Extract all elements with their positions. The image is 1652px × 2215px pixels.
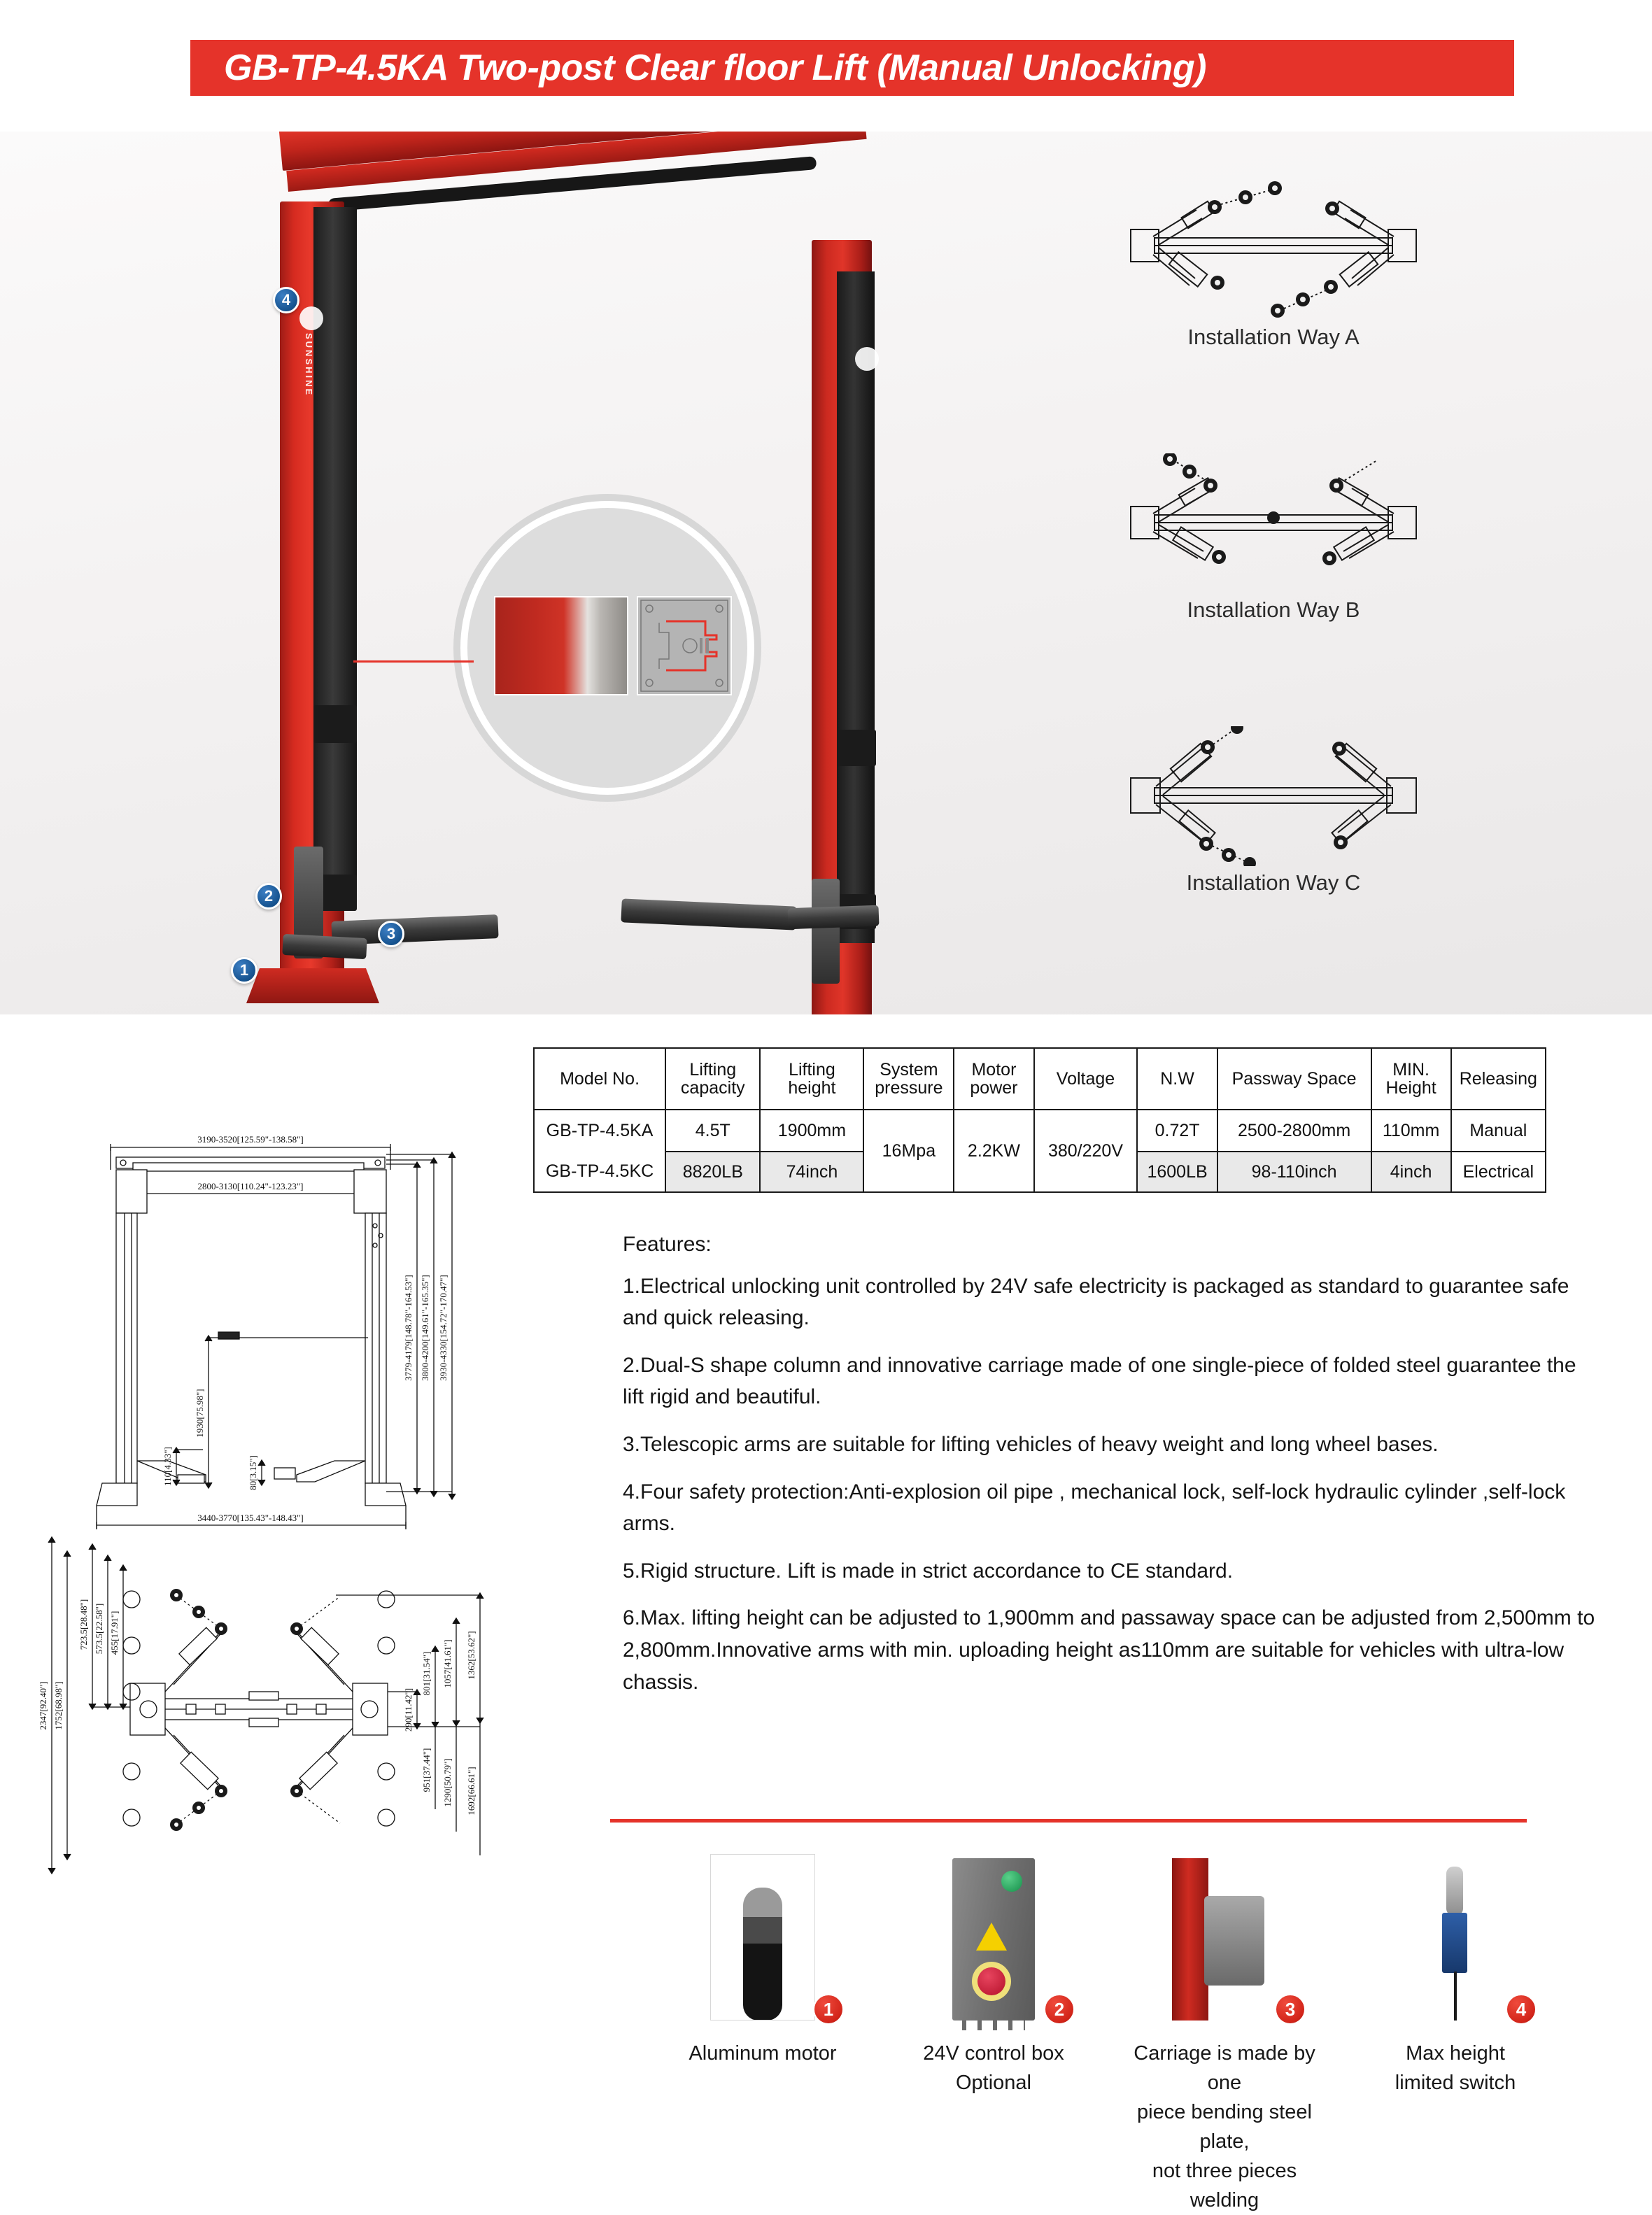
dim-overall-h3: 3930-4330[154.72"-170.47"] xyxy=(438,1275,449,1381)
cell-passway-ka: 2500-2800mm xyxy=(1217,1110,1371,1152)
detail-leader-line xyxy=(353,660,474,663)
cell-motor-power: 2.2KW xyxy=(954,1110,1033,1192)
dim-min-height: 110[4.33"] xyxy=(162,1447,173,1486)
cell-capacity-kc: 8820LB xyxy=(665,1152,760,1192)
cell-releasing-kc: Electrical xyxy=(1451,1152,1546,1192)
callout-4: 4 xyxy=(273,287,299,313)
th-motor-power: Motor power xyxy=(954,1048,1033,1110)
callout-2: 2 xyxy=(255,883,282,910)
limit-switch-icon xyxy=(1431,1861,1480,2021)
carriage-right xyxy=(812,879,840,984)
column-cross-section-drawing xyxy=(637,596,732,695)
installation-way-b-label: Installation Way B xyxy=(1187,597,1360,622)
lift-arm-left-rear xyxy=(282,934,367,959)
installation-way-a-label: Installation Way A xyxy=(1187,325,1360,349)
th-voltage: Voltage xyxy=(1034,1048,1138,1110)
feature-item-1: 1.Electrical unlocking unit controlled by 24V safe electricity is packaged as standard to guarantee safe and quick releasing. xyxy=(623,1274,1569,1330)
bottom-caption-1: Aluminum motor xyxy=(689,2042,837,2065)
bottom-badge-1: 1 xyxy=(813,1994,844,2025)
dim-plan-left-5: 1752[68.98"] xyxy=(53,1681,64,1730)
th-min-height: MIN. Height xyxy=(1371,1048,1451,1110)
installation-way-a xyxy=(1092,181,1455,350)
th-model: Model No. xyxy=(534,1048,665,1110)
bottom-caption-3: Carriage is made by one piece bending steel plate, not three pieces welding xyxy=(1134,2042,1315,2212)
th-lifting-height: Lifting height xyxy=(760,1048,863,1110)
feature-item-2: 2.Dual-S shape column and innovative carriage made of one single-piece of folded steel guarantee the lift rigid and beautiful. xyxy=(623,1353,1576,1409)
sunshine-logo-right xyxy=(855,347,879,371)
dim-top-width: 3190-3520[125.59"-138.58"] xyxy=(197,1134,304,1145)
lift-column-left-inner xyxy=(313,207,357,879)
callout-1: 1 xyxy=(231,957,257,984)
th-passway-space: Passway Space xyxy=(1217,1048,1371,1110)
bottom-badge-2: 2 xyxy=(1044,1994,1075,2025)
cell-releasing-ka: Manual xyxy=(1451,1110,1546,1152)
installation-way-b xyxy=(1092,453,1455,623)
cell-model-ka: GB-TP-4.5KA xyxy=(534,1110,665,1152)
rotary-switch-icon xyxy=(972,1962,1011,2001)
dim-plan-right-1057: 1057[41.61"] xyxy=(442,1639,453,1688)
bottom-caption-4: Max height limited switch xyxy=(1395,2042,1516,2095)
features-title: Features: xyxy=(623,1233,712,1256)
dim-plan-right-1290: 1290[50.79"] xyxy=(442,1758,453,1807)
carriage-photo xyxy=(1120,1847,1329,2021)
feature-item-3: 3.Telescopic arms are suitable for lifting vehicles of heavy weight and long wheel bases. xyxy=(623,1432,1439,1456)
dim-pad-height: 80[3.15"] xyxy=(248,1455,258,1490)
green-indicator-icon xyxy=(1001,1871,1022,1892)
bottom-feature-items xyxy=(658,1847,1560,2215)
cell-nw-kc: 1600LB xyxy=(1137,1152,1217,1192)
dim-plan-right-1362: 1362[53.62"] xyxy=(466,1631,476,1680)
column-pad-r-1 xyxy=(837,730,876,766)
dim-plan-right-801: 801[31.54"] xyxy=(421,1651,432,1696)
dim-plan-right-290: 290[11.42"] xyxy=(403,1687,414,1732)
feature-item-6: 6.Max. lifting height can be adjusted to 1,900mm and passaway space can be adjusted from 2,500mm to 2,800mm.Innovative arms with min. uploading height as110mm are suitable for vehicles with ultra-low chassis. xyxy=(623,1606,1595,1694)
technical-drawings xyxy=(28,1105,532,1917)
cell-model-kc: GB-TP-4.5KC xyxy=(534,1152,665,1192)
installation-way-a-diagram xyxy=(1113,181,1434,320)
dim-overall-h1: 3779-4179[148.78"-164.53"] xyxy=(403,1275,414,1381)
specification-table xyxy=(533,1047,1546,1193)
bottom-item-limit-switch xyxy=(1350,1847,1560,2097)
dim-plan-right-951: 951[37.44"] xyxy=(421,1748,432,1792)
carriage-icon xyxy=(1172,1858,1277,2021)
cell-passway-kc: 98-110inch xyxy=(1217,1152,1371,1192)
dim-plan-left-1: 723.5[28.48"] xyxy=(78,1599,89,1650)
aluminum-motor-photo xyxy=(658,1847,868,2021)
th-system-pressure: System pressure xyxy=(863,1048,954,1110)
lift-arm-right-rear xyxy=(788,905,880,930)
sunshine-logo-left xyxy=(299,306,323,330)
hero-section xyxy=(0,132,1652,1014)
dim-plan-left-4: 2347[92.40"] xyxy=(38,1681,48,1730)
feature-item-5: 5.Rigid structure. Lift is made in strict accordance to CE standard. xyxy=(623,1559,1234,1583)
cell-height-ka: 1900mm xyxy=(760,1110,863,1152)
table-row xyxy=(534,1110,1546,1152)
bottom-item-carriage xyxy=(1120,1847,1329,2215)
dim-lift-height: 1930[75.98"] xyxy=(195,1389,205,1438)
cross-section-svg xyxy=(638,597,730,694)
dim-plan-left-2: 573.5[22.58"] xyxy=(94,1603,104,1655)
brand-label-left: SUNSHINE xyxy=(304,333,314,397)
base-plate-left xyxy=(246,968,379,1003)
high-voltage-warning-icon xyxy=(976,1923,1007,1951)
page-title: GB-TP-4.5KA Two-post Clear floor Lift (Manual Unlocking) xyxy=(224,48,1206,88)
drawing-svg xyxy=(28,1105,532,1917)
cell-height-kc: 74inch xyxy=(760,1152,863,1192)
bottom-caption-2: 24V control box Optional xyxy=(923,2042,1064,2095)
dim-base-width: 3440-3770[135.43"-148.43"] xyxy=(197,1513,304,1523)
header-band xyxy=(190,40,1514,96)
dim-overall-h2: 3800-4200[149.61"-165.35"] xyxy=(420,1275,430,1381)
bottom-badge-3: 3 xyxy=(1275,1994,1306,2025)
th-releasing: Releasing xyxy=(1451,1048,1546,1110)
bottom-divider xyxy=(610,1819,1527,1823)
dim-plan-right-1692: 1692[66.61"] xyxy=(466,1767,476,1816)
dim-inner-width: 2800-3130[110.24"-123.23"] xyxy=(197,1181,304,1191)
installation-way-c-label: Installation Way C xyxy=(1186,870,1361,895)
cell-nw-ka: 0.72T xyxy=(1137,1110,1217,1152)
cell-capacity-ka: 4.5T xyxy=(665,1110,760,1152)
lift-arm-right xyxy=(621,898,796,930)
bottom-item-control-box xyxy=(889,1847,1099,2097)
callout-3: 3 xyxy=(378,921,404,947)
bottom-item-aluminum-motor xyxy=(658,1847,868,2068)
th-lifting-capacity: Lifting capacity xyxy=(665,1048,760,1110)
bottom-badge-4: 4 xyxy=(1506,1994,1537,2025)
column-pad-l-1 xyxy=(313,705,357,743)
cell-system-pressure: 16Mpa xyxy=(863,1110,954,1192)
installation-way-c xyxy=(1092,726,1455,896)
cell-voltage: 380/220V xyxy=(1034,1110,1138,1192)
table-header-row xyxy=(534,1048,1546,1110)
cell-minheight-ka: 110mm xyxy=(1371,1110,1451,1152)
terminal-pins xyxy=(962,2021,1025,2030)
cell-minheight-kc: 4inch xyxy=(1371,1152,1451,1192)
th-nw: N.W xyxy=(1137,1048,1217,1110)
limit-switch-photo xyxy=(1350,1847,1560,2021)
dim-plan-left-3: 455[17.91"] xyxy=(109,1611,120,1655)
control-box-photo xyxy=(889,1847,1099,2021)
installation-way-b-diagram xyxy=(1113,453,1434,593)
control-box-icon xyxy=(952,1858,1035,2021)
column-cross-section-photo xyxy=(494,596,628,695)
feature-item-4: 4.Four safety protection:Anti-explosion oil pipe , mechanical lock, self-lock hydraulic cylinder ,self-lock arms. xyxy=(623,1480,1566,1536)
lift-column-right-inner xyxy=(837,271,875,943)
installation-way-c-diagram xyxy=(1113,726,1434,866)
features-section xyxy=(623,1229,1595,1713)
